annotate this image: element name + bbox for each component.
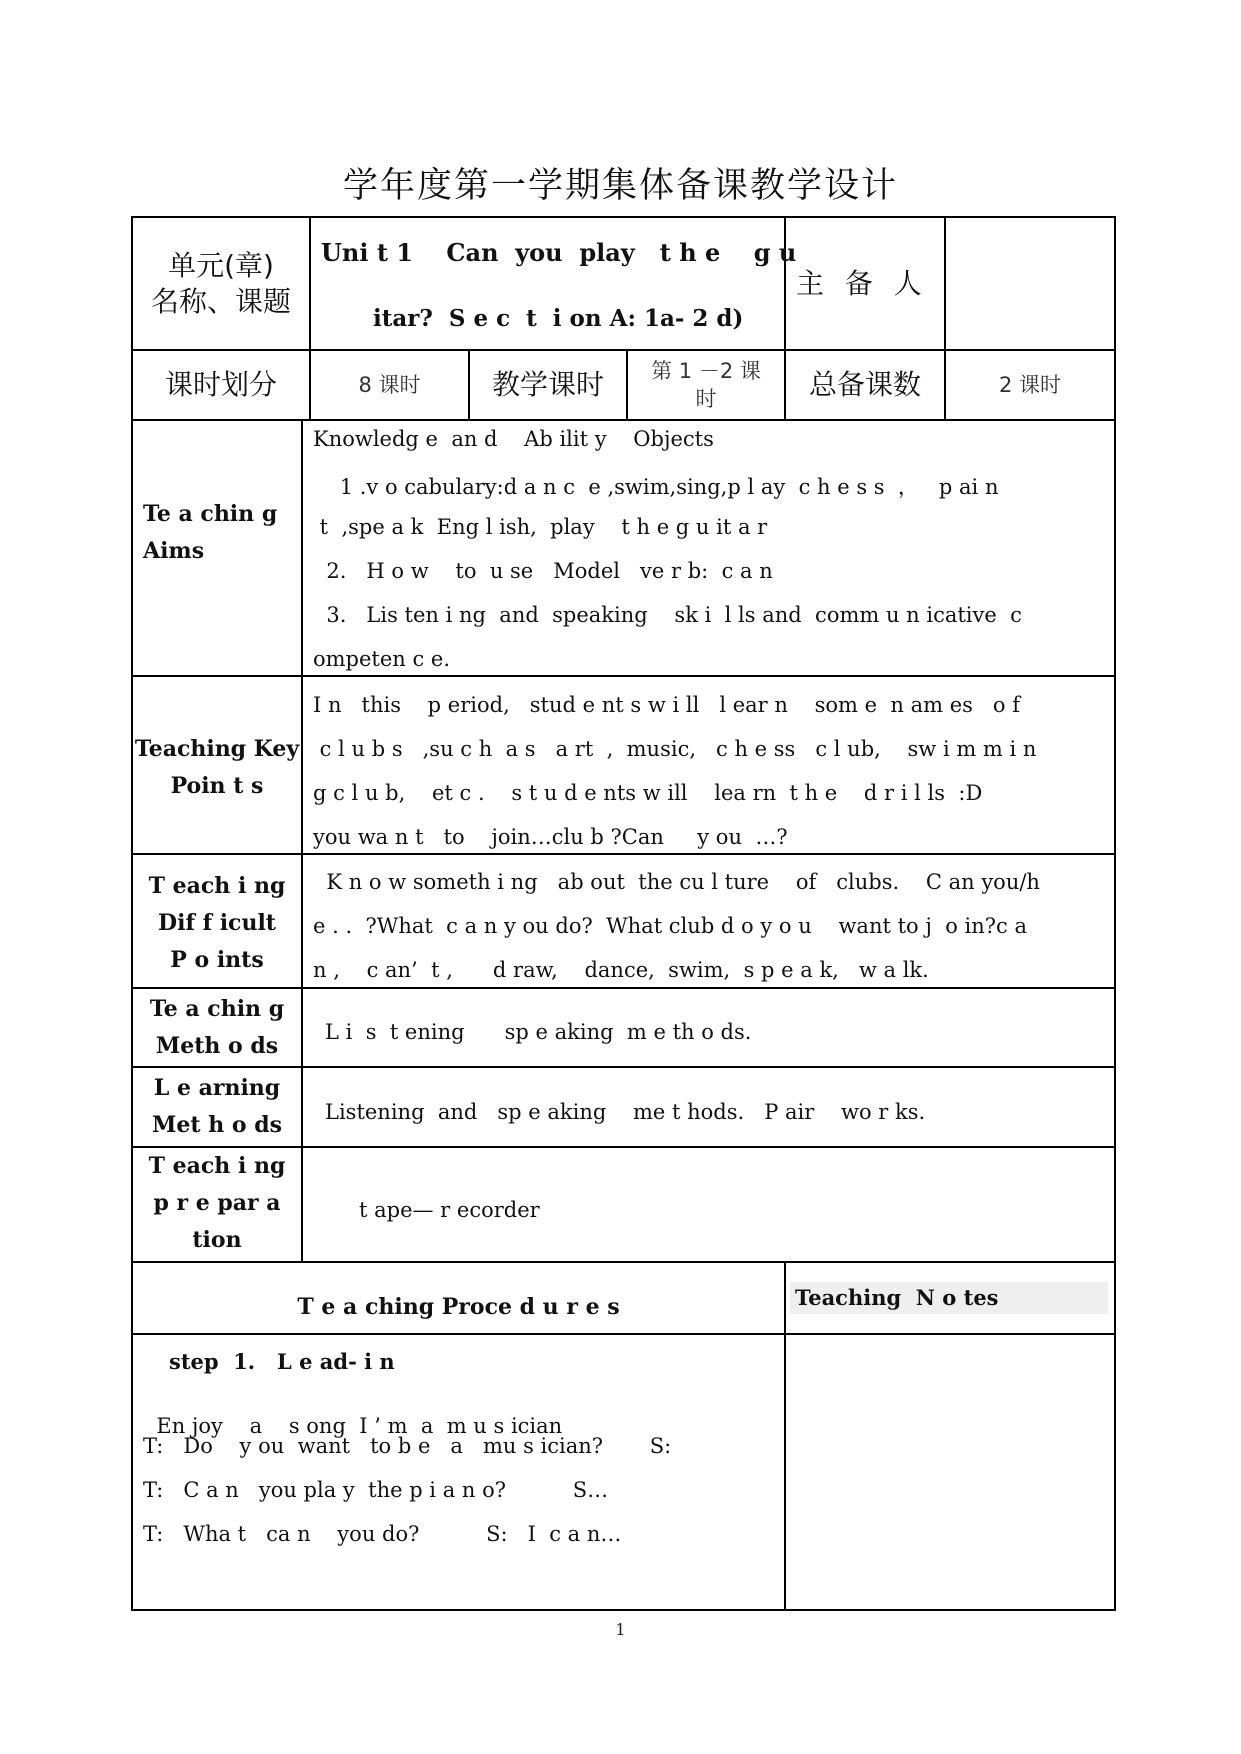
key-points-label-line2: Poin t s [170, 773, 264, 799]
difficult-points-line: K n o w someth i ng ab out the cu l ture of clubs. C an you/h [313, 870, 1040, 894]
step-title: step 1. L e ad- i n [169, 1349, 395, 1374]
procedure-line: T: C a n you pla y the p i a n o? S… [143, 1478, 609, 1502]
row-separator [131, 1333, 1116, 1335]
row-separator [131, 853, 1116, 855]
unit-label-line1: 单元(章) [168, 248, 274, 282]
row-separator [131, 1066, 1116, 1068]
teaching-methods-label [133, 991, 301, 1065]
unit-title-line2: itar? S e c t i on A: 1a- 2 d) [373, 305, 744, 332]
row-separator [131, 1261, 1116, 1263]
teaching-aims-label-line2: Aims [143, 538, 205, 564]
difficult-points-label-line2: Dif f icult [158, 910, 276, 936]
row-separator [131, 419, 1116, 421]
key-points-line: I n this p eriod, stud e nt s w i ll l ear n som e n am es o f [313, 693, 1021, 717]
period-label: 教学课时 [491, 368, 604, 401]
difficult-points-label [133, 868, 301, 979]
unit-title-line1: Uni t 1 Can you play t h e g u [321, 238, 797, 267]
procedure-line-text: En joy a s ong I ’ m a m u s ician [156, 1414, 563, 1438]
preparation-label-line1: T each i ng [148, 1153, 286, 1179]
learning-methods-value: Listening and sp e aking me t hods. P air wo r ks. [325, 1100, 926, 1124]
unit-label [133, 218, 309, 349]
preparer-label: 主 备 人 [796, 266, 928, 300]
hours-label: 课时划分 [164, 368, 277, 401]
difficult-points-line: e . . ?What c a n y ou do? What club d o y o u want to j o in?c a [313, 914, 1027, 938]
preparation-label-line3: tion [192, 1227, 242, 1253]
col-separator [784, 1261, 786, 1611]
procedure-line: T: Do y ou want to b e a mu s ician? S: [143, 1434, 672, 1458]
hours-value: 8 课时 [358, 373, 421, 397]
key-points-line: you wa n t to join…clu b ?Can y ou …? [313, 825, 788, 849]
aims-line: 3. Lis ten i ng and speaking sk i l ls and comm u n icative c [313, 603, 1022, 627]
aims-line: 2. H o w to u se Model ve r b: c a n [313, 559, 773, 583]
row-separator [131, 987, 1116, 989]
aims-line: ompeten c e. [313, 647, 451, 671]
preparation-value: t ape— r ecorder [359, 1198, 540, 1222]
key-points-line: c l u b s ,su c h a s a rt , music, c h e ss c l ub, sw i m m i n [313, 737, 1037, 761]
col-separator [301, 419, 303, 1263]
teaching-aims-label-line1: Te a chin g [143, 501, 278, 527]
learning-methods-label-line1: L e arning [153, 1075, 281, 1101]
period-value-line1: 第 1 －2 课 [651, 359, 761, 383]
row-separator [131, 675, 1116, 677]
preparation-label-line2: p r e par a [153, 1190, 281, 1216]
teaching-methods-label-line2: Meth o ds [155, 1033, 279, 1059]
document-title: 学年度第一学期集体备课教学设计 [342, 166, 898, 206]
procedures-header: T e a ching Proce d u r e s [297, 1293, 620, 1320]
procedure-line [143, 1390, 562, 1438]
page-number: 1 [615, 1620, 626, 1639]
key-points-line: g c l u b, et c . s t u d e nts w ill lea rn t h e d r i l ls :D [313, 781, 983, 805]
total-value: 2 课时 [998, 373, 1062, 397]
difficult-points-line: n , c an’ t , d raw, dance, swim, s p e a k, w a lk. [313, 958, 929, 982]
aims-line: 1 .v o cabulary:d a n c e ,swim,sing,p l ay c h e s s ， p ai n [313, 475, 999, 499]
procedure-line: T: Wha t ca n you do? S: I c a n… [143, 1522, 622, 1546]
key-points-label [133, 731, 301, 805]
period-value-line2: 时 [695, 387, 717, 411]
period-value [628, 351, 784, 419]
aims-line: t ,spe a k Eng l ish, play t h e g u it a r [313, 515, 768, 539]
teaching-aims-label [143, 496, 277, 570]
notes-header: Teaching N o tes [795, 1285, 999, 1310]
total-label: 总备课数 [808, 368, 921, 401]
table-border-right [1114, 216, 1116, 1611]
aims-line: Knowledg e an d Ab ilit y Objects [313, 427, 714, 451]
preparer-value [946, 218, 1114, 349]
key-points-label-line1: Teaching Key [134, 736, 300, 762]
teaching-methods-value: L i s t ening sp e aking m e th o ds. [325, 1020, 752, 1044]
learning-methods-label-line2: Met h o ds [152, 1112, 282, 1138]
teaching-methods-label-line1: Te a chin g [149, 996, 285, 1022]
preparation-label [133, 1148, 301, 1259]
unit-label-line2: 名称、课题 [150, 284, 291, 318]
learning-methods-label [133, 1070, 301, 1144]
difficult-points-label-line3: P o ints [170, 947, 264, 973]
difficult-points-label-line1: T each i ng [148, 873, 286, 899]
table-border-bottom [131, 1609, 1116, 1611]
